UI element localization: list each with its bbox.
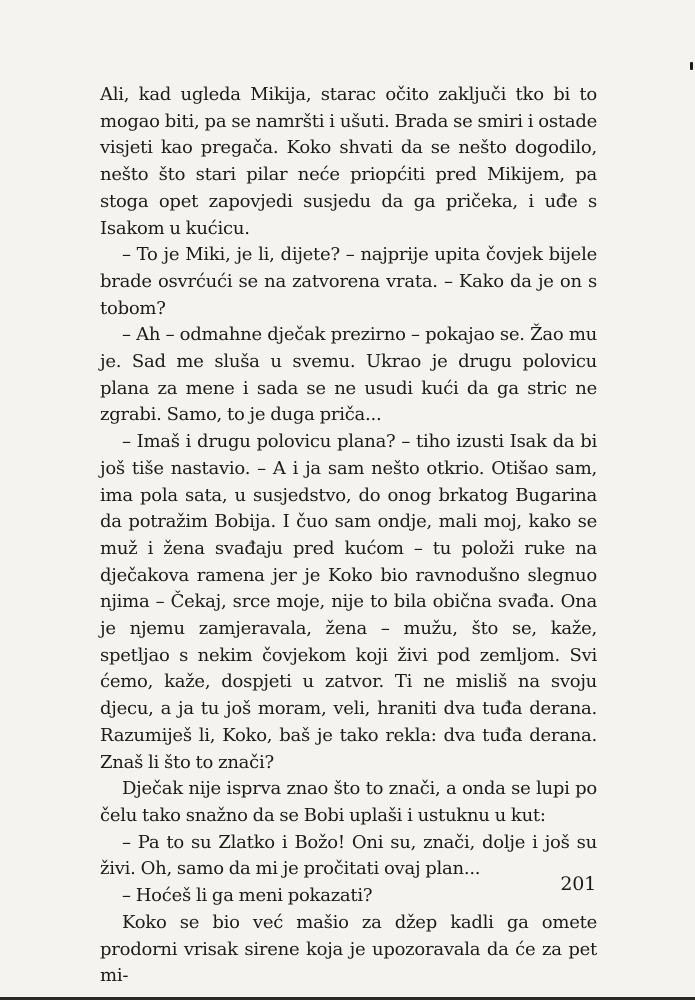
paragraph-8: Koko se bio već mašio za džep kadli ga omete prodorni vrisak sirene koja je upozoravala da će za pet mi-	[100, 911, 597, 987]
page-number: 201	[560, 873, 596, 895]
body-text	[100, 82, 597, 990]
paragraph-2: – To je Miki, je li, dijete? – najprije upita čovjek bijele brade osvrćući se na zatvorena vrata. – Kako da je on s tobom?	[100, 244, 597, 319]
paragraph-5: Dječak nije isprva znao što to znači, a onda se lupi po čelu tako snažno da se Bobi uplaši i ustuknu u kut:	[100, 778, 597, 826]
paragraph-4: – Imaš i drugu polovicu plana? – tiho izusti Isak da bi još tiše nastavio. – A i ja sam nešto otkrio. Otišao sam, ima pola sata, u susjedstvo, do onog brkatog Bugarina da potražim Bobija. I čuo sam ondje, mali moj, kako se muž i žena svađaju pred kućom – tu položi ruke na dječakova ramena jer je Koko bio ravnodušno slegnuo njima – Čekaj, srce moje, nije to bila obična svađa. Ona je njemu zamjeravala, žena – mužu, što se, kaže, spetljao s nekim čovjekom koji živi pod zemljom. Svi ćemo, kaže, dospjeti u zatvor. Ti ne misliš na svoju djecu, a ja tu još moram, veli, hraniti dva tuđa derana. Razumiješ li, Koko, baš je tako rekla: dva tuđa derana. Znaš li što to znači?	[100, 431, 597, 773]
paragraph-3: – Ah – odmahne dječak prezirno – pokajao se. Žao mu je. Sad me sluša u svemu. Ukrao je drugu polovicu plana za mene i sada se ne usudi kući da ga stric ne zgrabi. Samo, to je duga priča...	[100, 324, 597, 426]
page-edge-mark	[690, 62, 693, 70]
paragraph-1: Ali, kad ugleda Mikija, starac očito zaključi tko bi to mogao biti, pa se namršti i ušuti. Brada se smiri i ostade visjeti kao pregača. Koko shvati da se nešto dogodilo, nešto što stari pilar neće priopćiti pred Mikijem, pa stoga opet zapovjedi susjedu da ga pričeka, i uđe s Isakom u kućicu.	[100, 84, 597, 239]
paragraph-6: – Pa to su Zlatko i Božo! Oni su, znači, dolje i još su živi. Oh, samo da mi je pročitati ovaj plan...	[100, 831, 597, 880]
paragraph-7: – Hoćeš li ga meni pokazati?	[122, 885, 373, 907]
